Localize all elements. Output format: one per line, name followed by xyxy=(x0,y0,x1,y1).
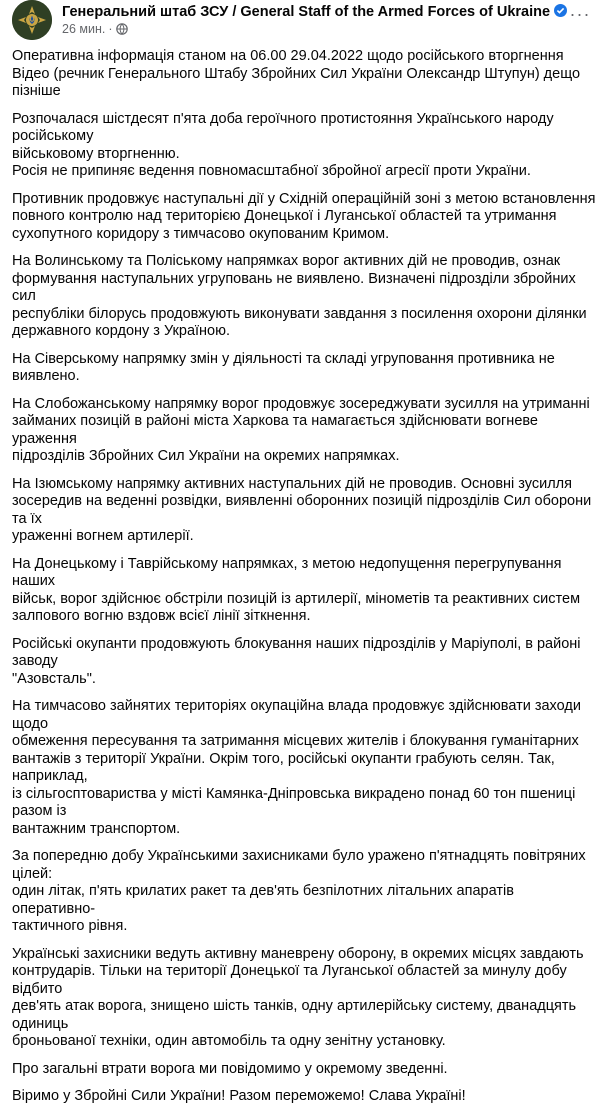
paragraph-line: Віримо у Збройні Сили України! Разом переможемо! Слава Україні! xyxy=(12,1088,466,1104)
paragraph-line: Розпочалася шістдесят п'ята доба героїчного протистояння Українського народу російському xyxy=(12,110,554,144)
paragraph-line: Оперативна інформація станом на 06.00 29.04.2022 щодо російського вторгнення xyxy=(12,48,564,64)
paragraph-line: Про загальні втрати ворога ми повідомимо у окремому зведенні. xyxy=(12,1060,448,1077)
paragraph-line: броньованої техніки, один автомобіль та одну зенітну установку. xyxy=(12,1033,446,1049)
post-paragraph xyxy=(12,163,597,181)
paragraph-line: один літак, п'ять крилатих ракет та дев'ять безпілотних літальних апаратів оперативно- xyxy=(12,883,514,917)
paragraph-line: із сільгосптовариства у місті Камянка-Дніпровська викрадено понад 60 тон пшениці разом із xyxy=(12,785,576,819)
paragraph-line: сухопутного коридору з тимчасово окупованим Кримом. xyxy=(12,225,390,242)
emblem-icon xyxy=(12,0,52,40)
paragraph-line: На Сіверському напрямку змін у діяльності та складі угруповання противника не виявлено. xyxy=(12,350,555,384)
paragraph-line: контрударів. Тільки на території Донецької та Луганської областей за минулу добу відбито xyxy=(12,963,567,997)
post-meta xyxy=(62,22,128,38)
paragraph-line: державного кордону з Україною. xyxy=(12,323,231,339)
paragraph-line: повного контролю над територією Донецької і Луганської областей та утримання xyxy=(12,208,557,224)
post-paragraph xyxy=(12,351,597,386)
post-paragraph xyxy=(12,556,597,626)
page-name[interactable] xyxy=(62,4,567,20)
paragraph-line: На Слобожанському напрямку ворог продовжує зосереджувати зусилля на утриманні xyxy=(12,395,590,412)
post-paragraph xyxy=(12,191,597,244)
post-paragraph xyxy=(12,1061,597,1079)
post-header xyxy=(12,0,594,44)
post-paragraph xyxy=(12,698,597,838)
paragraph-line: військ, ворог здійснює обстріли позицій із артилерії, мінометів та реактивних систем xyxy=(12,590,581,607)
post-paragraph xyxy=(12,111,597,164)
post-paragraph xyxy=(12,48,597,101)
paragraph-line: На тимчасово зайнятих територіях окупаційна влада продовжує здійснювати заходи щодо xyxy=(12,698,581,732)
paragraph-line: "Азовсталь". xyxy=(12,670,96,687)
paragraph-line: На Волинському та Поліському напрямках ворог активних дій не проводив, ознак xyxy=(12,253,561,269)
page-avatar[interactable] xyxy=(12,0,52,40)
paragraph-line: За попередню добу Українськими захисниками було уражено п'ятнадцять повітряних цілей: xyxy=(12,848,586,882)
separator: · xyxy=(108,22,113,36)
paragraph-line: На Донецькому і Таврійському напрямках, з метою недопущення перегрупування наших xyxy=(12,555,562,589)
post-paragraph xyxy=(12,848,597,936)
more-options-button[interactable]: ··· xyxy=(569,4,591,24)
globe-icon[interactable] xyxy=(116,23,128,38)
post-paragraph xyxy=(12,396,597,466)
paragraph-line: Росія не припиняє ведення повномасштабної збройної агресії проти України. xyxy=(12,163,531,179)
post-paragraph xyxy=(12,636,597,689)
paragraph-line: На Ізюмському напрямку активних наступальних дій не проводив. Основні зусилля xyxy=(12,475,572,492)
post-paragraph xyxy=(12,1088,597,1106)
paragraph-line: Українські захисники ведуть активну маневрену оборону, в окремих місцях завдають xyxy=(12,945,584,962)
paragraph-line: Противник продовжує наступальні дії у Східній операційній зоні з метою встановлення xyxy=(12,190,596,207)
paragraph-line: залпового вогню вздовж всієї лінії зіткнення. xyxy=(12,608,311,624)
paragraph-line: Російські окупанти продовжують блокування наших підрозділів у Маріуполі, в районі заводу xyxy=(12,635,581,669)
paragraph-line: вантажним транспортом. xyxy=(12,820,181,837)
post-paragraph xyxy=(12,476,597,546)
paragraph-line: ураженні вогнем артилерії. xyxy=(12,528,194,544)
paragraph-line: формування наступальних угруповань не виявлено. Визначені підрозділи збройних сил xyxy=(12,270,576,304)
paragraph-line: військовому вторгненню. xyxy=(12,145,180,162)
paragraph-line: обмеження пересування та затримання місцевих жителів і блокування гуманітарних xyxy=(12,733,579,749)
paragraph-line: тактичного рівня. xyxy=(12,918,128,934)
paragraph-line: зосередив на веденні розвідки, виявленні оборонних позицій підрозділів Сил оборони та їх xyxy=(12,493,592,527)
paragraph-line: республіки білорусь продовжують виконувати завдання з посилення охорони ділянки xyxy=(12,305,587,322)
post-time[interactable]: 26 мин. xyxy=(62,22,106,36)
post-paragraph xyxy=(12,946,597,1051)
paragraph-line: підрозділів Збройних Сил України на окремих напрямках. xyxy=(12,448,400,464)
paragraph-line: Відео (речник Генерального Штабу Збройних Сил України Олександр Штупун) дещо пізніше xyxy=(12,65,581,99)
post-text xyxy=(12,48,597,1116)
paragraph-line: дев'ять атак ворога, знищено шість танків, одну артилерійську систему, дванадцять одиниць xyxy=(12,998,577,1032)
paragraph-line: займаних позицій в районі міста Харкова та намагається здійснювати вогневе ураження xyxy=(12,413,538,447)
post-paragraph xyxy=(12,253,597,341)
paragraph-line: вантажів з території України. Окрім того, російські окупанти грабують селян. Так, наприклад, xyxy=(12,750,555,784)
page-name-text[interactable]: Генеральний штаб ЗСУ / General Staff of the Armed Forces of Ukraine xyxy=(62,4,551,20)
